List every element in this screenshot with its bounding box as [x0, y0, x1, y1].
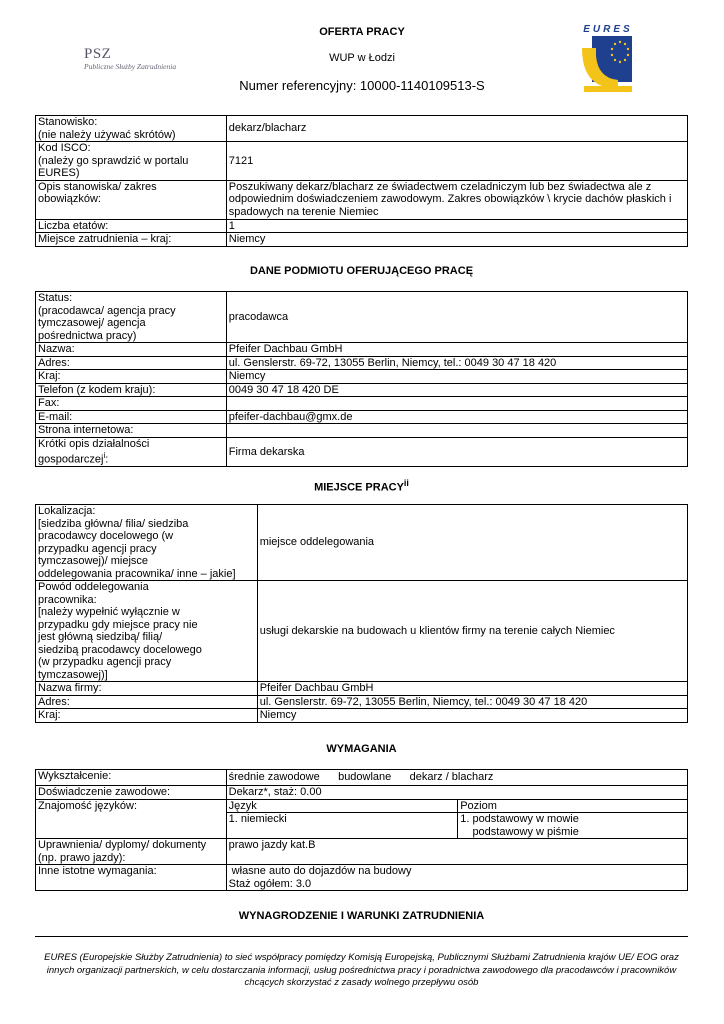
field-value: Niemcy [226, 233, 687, 247]
field-label: Powód oddelegowania pracownika: [należy wypełnić wyłącznie w przypadku gdy miejsce pracy nie jest główną siedzibą/ filią/ siedzibą pracodawcy docelowego (w przypadku agencji pracy tymczasowej)] [36, 581, 258, 682]
table-row [36, 142, 688, 181]
job-table [35, 115, 688, 247]
field-value: pracodawca [226, 292, 687, 343]
table-row [36, 233, 688, 247]
field-label: Wykształcenie: [36, 770, 227, 786]
table-row [36, 356, 688, 370]
table-row [36, 505, 688, 581]
psz-logo-text: PSZ [84, 46, 112, 62]
field-label: Opis stanowiska/ zakres obowiązków: [36, 180, 227, 219]
field-value: Firma dekarska [226, 437, 687, 467]
table-row [36, 116, 688, 142]
table-row [36, 343, 688, 357]
field-value: usługi dekarskie na budowach u klientów firmy na terenie całych Niemiec [257, 581, 687, 682]
table-row [36, 682, 688, 696]
title-block [220, 26, 504, 93]
table-row [36, 581, 688, 682]
document-title: OFERTA PRACY [319, 26, 405, 38]
table-row [36, 865, 688, 891]
field-label: Nazwa: [36, 343, 227, 357]
field-label: Liczba etatów: [36, 219, 227, 233]
employer-section-title: DANE PODMIOTU OFERUJĄCEGO PRACĘ [249, 265, 474, 277]
workplace-section-title-text: MIEJSCE PRACY [314, 481, 404, 494]
table-row [36, 437, 688, 467]
table-row [36, 799, 688, 813]
table-row [36, 219, 688, 233]
field-value: prawo jazdy kat.B [226, 839, 687, 865]
field-label: Fax: [36, 397, 227, 411]
field-label-text: Krótki opis działalności gospodarczej [38, 437, 150, 466]
requirements-table [35, 769, 688, 891]
field-value: dekarz/blacharz [226, 116, 687, 142]
field-label: Lokalizacja: [siedziba główna/ filia/ siedziba pracodawcy docelowego (w przypadku agencji pracy tymczasowej)/ miejsce oddelegowania pracownika/ inne – jakie] [36, 505, 258, 581]
field-value: 7121 [226, 142, 687, 181]
field-label: Status: (pracodawca/ agencja pracy tymczasowej/ agencja pośrednictwa pracy) [36, 292, 227, 343]
field-label: Strona internetowa: [36, 424, 227, 438]
field-value [226, 397, 687, 411]
psz-logo [84, 46, 194, 71]
field-value: miejsce oddelegowania [257, 505, 687, 581]
label-colon: : [105, 453, 109, 466]
office-name: WUP w Łodzi [329, 52, 395, 64]
field-label: Stanowisko: (nie należy używać skrótów) [36, 116, 227, 142]
other-requirement-line: własne auto do dojazdów na budowy [228, 865, 412, 877]
lang-column-header: Poziom [458, 799, 688, 813]
field-label: E-mail: [36, 410, 227, 424]
reference-number: Numer referencyjny: 10000-1140109513-S [239, 78, 485, 93]
field-value: Poszukiwany dekarz/blacharz ze świadectwem czeladniczym lub bez świadectwa ale z odpowiednim doświadczeniem zawodowym. Zakres obowiązków \ krycie dachów płaskich i spadowych na terenie Niemiec [226, 180, 687, 219]
field-value: średnie zawodowe budowlane dekarz / blacharz [226, 770, 687, 786]
table-row [36, 410, 688, 424]
lang-column-header: Język [226, 799, 458, 813]
field-value: ul. Genslerstr. 69-72, 13055 Berlin, Niemcy, tel.: 0049 30 47 18 420 [257, 695, 687, 709]
other-requirement-line: Staż ogółem: 3.0 [228, 877, 312, 890]
lang-level-line: 1. podstawowy w mowie [460, 813, 579, 825]
header [0, 0, 724, 110]
table-row [36, 383, 688, 397]
field-value: Niemcy [226, 370, 687, 384]
lang-level [458, 813, 688, 839]
table-row [36, 695, 688, 709]
table-row [36, 839, 688, 865]
table-row [36, 370, 688, 384]
field-value: 0049 30 47 18 420 DE [226, 383, 687, 397]
lang-value: 1. niemiecki [226, 813, 458, 839]
field-label: Uprawnienia/ dyplomy/ dokumenty (np. prawo jazdy): [36, 839, 227, 865]
field-label: Kod ISCO: (należy go sprawdzić w portalu EURES) [36, 142, 227, 181]
field-value [226, 424, 687, 438]
field-label: Adres: [36, 695, 258, 709]
field-label: Inne istotne wymagania: [36, 865, 227, 891]
field-label [36, 437, 227, 467]
eures-logo [578, 22, 638, 94]
table-row [36, 709, 688, 723]
field-label: Miejsce zatrudnienia – kraj: [36, 233, 227, 247]
field-label: Adres: [36, 356, 227, 370]
salary-section-title: WYNAGRODZENIE I WARUNKI ZATRUDNIENIA [238, 910, 485, 922]
field-label: Nazwa firmy: [36, 682, 258, 696]
field-value: Niemcy [257, 709, 687, 723]
field-value [226, 865, 687, 891]
lang-level-line: podstawowy w piśmie [460, 825, 579, 838]
footer-note: EURES (Europejskie Służby Zatrudnienia) to sieć współpracy pomiędzy Komisją Europejską, Publicznymi Służbami Zatrudnienia krajów UE/ EOG oraz innych organizacji partnerskich, w celu dostarczania informacji, usług pośrednictwa pracy i poradnictwa zawodowego dla pracodawców i pracowników chcących skorzystać z zasady wolnego przepływu osób [44, 952, 679, 988]
employer-table [35, 291, 688, 467]
footnote-marker: i [103, 451, 106, 460]
field-label: Kraj: [36, 370, 227, 384]
eures-logo-text: EURES [583, 24, 633, 35]
psz-logo-subtext: Publiczne Służby Zatrudnienia [84, 62, 177, 71]
table-row [36, 292, 688, 343]
footnote-marker: ii [403, 478, 409, 488]
field-value: pfeifer-dachbau@gmx.de [226, 410, 687, 424]
footer-divider [35, 936, 688, 937]
requirements-section-title: WYMAGANIA [326, 743, 397, 755]
field-value: Dekarz*, staż: 0.00 [226, 786, 687, 800]
field-value: Pfeifer Dachbau GmbH [226, 343, 687, 357]
field-label: Doświadczenie zawodowe: [36, 786, 227, 800]
table-row [36, 770, 688, 786]
field-label: Znajomość języków: [36, 799, 227, 839]
table-row [36, 180, 688, 219]
workplace-section-title [35, 478, 688, 494]
field-label: Telefon (z kodem kraju): [36, 383, 227, 397]
table-row [36, 786, 688, 800]
field-value: 1 [226, 219, 687, 233]
field-value: Pfeifer Dachbau GmbH [257, 682, 687, 696]
field-label: Kraj: [36, 709, 258, 723]
table-row [36, 424, 688, 438]
table-row [36, 397, 688, 411]
workplace-table [35, 504, 688, 723]
field-value: ul. Genslerstr. 69-72, 13055 Berlin, Niemcy, tel.: 0049 30 47 18 420 [226, 356, 687, 370]
